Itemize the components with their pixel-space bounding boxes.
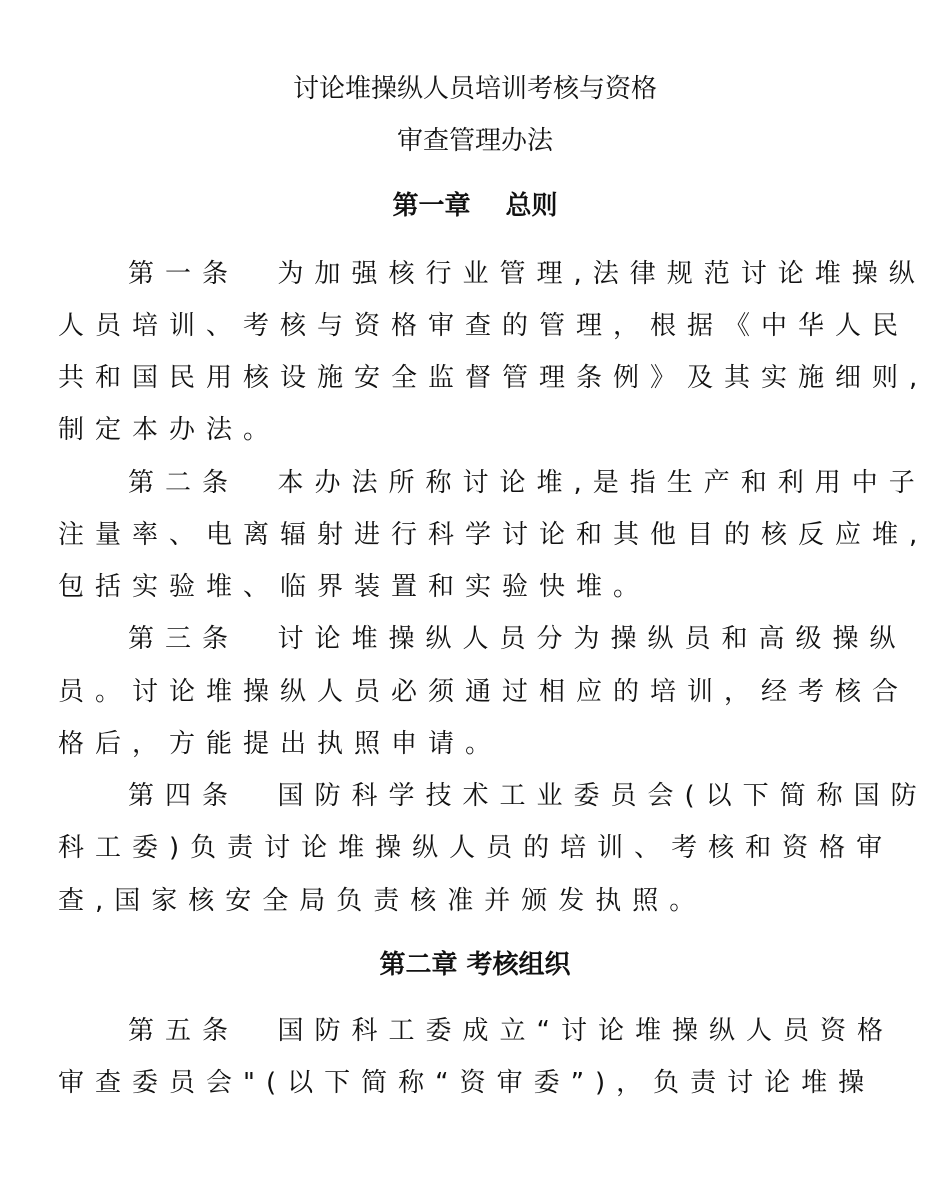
article-3-line-3: 格后，方能提出执照申请。 <box>58 729 503 759</box>
article-1-line-2: 人员培训、考核与资格审查的管理，根据《中华人民 <box>58 311 910 341</box>
article-5-line-1: 第五条 国防科工委成立“讨论堆操纵人员资格 <box>128 1016 894 1046</box>
article-2-line-2: 注量率、电离辐射进行科学讨论和其他目的核反应堆, <box>58 520 929 550</box>
article-4-line-3: 查,国家核安全局负责核准并颁发执照。 <box>58 886 707 916</box>
document-title-line-1: 讨论堆操纵人员培训考核与资格 <box>292 74 657 104</box>
document-title-line-2: 审查管理办法 <box>396 126 553 156</box>
article-4-line-1: 第四条 国防科学技术工业委员会(以下简称国防 <box>128 781 928 811</box>
article-1-line-3: 共和国民用核设施安全监督管理条例》及其实施细则, <box>58 363 929 393</box>
article-2-line-3: 包括实验堆、临界装置和实验快堆。 <box>58 572 651 602</box>
article-3-line-2: 员。讨论堆操纵人员必须通过相应的培训，经考核合 <box>58 677 910 707</box>
article-3-line-1: 第三条 讨论堆操纵人员分为操纵员和高级操纵 <box>128 624 907 654</box>
chapter-heading-2: 第二章 考核组织 <box>379 950 571 980</box>
article-1-line-4: 制定本办法。 <box>58 415 281 445</box>
article-2-line-1: 第二条 本办法所称讨论堆,是指生产和利用中子 <box>128 468 926 498</box>
article-5-line-2: 审查委员会"(以下简称“资审委”)，负责讨论堆操 <box>58 1068 876 1098</box>
article-4-line-2: 科工委)负责讨论堆操纵人员的培训、考核和资格审 <box>58 833 894 863</box>
article-1-line-1: 第一条 为加强核行业管理,法律规范讨论堆操纵 <box>128 259 926 289</box>
chapter-heading-1: 第一章 总则 <box>392 191 558 221</box>
